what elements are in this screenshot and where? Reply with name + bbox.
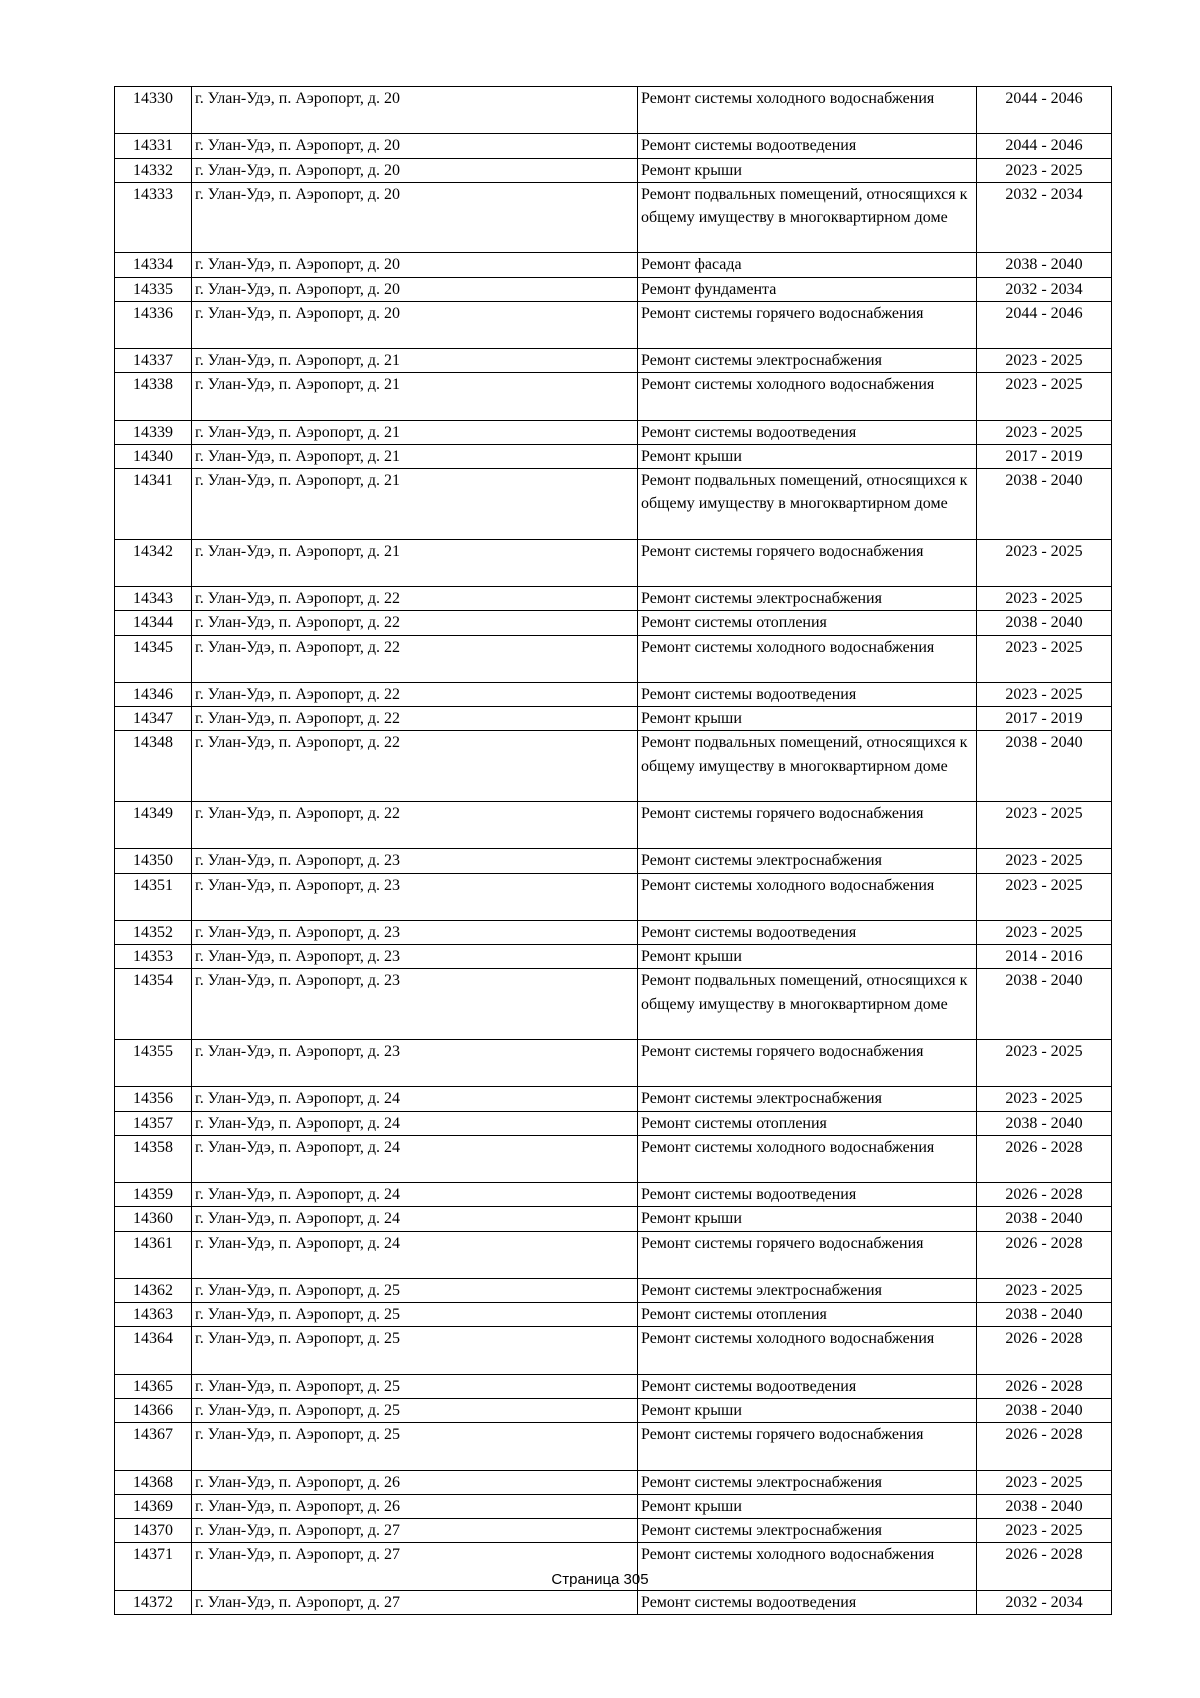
work-type-cell: Ремонт системы отопления [638,1111,977,1135]
period-cell: 2017 - 2019 [977,444,1112,468]
page-number: Страница 305 [551,1571,649,1588]
work-type-cell: Ремонт фасада [638,253,977,277]
period-cell: 2026 - 2028 [977,1135,1112,1182]
work-type-cell: Ремонт системы холодного водоснабжения [638,873,977,920]
row-number-cell: 14366 [115,1398,192,1422]
table-row [115,253,1112,277]
row-number-cell: 14335 [115,277,192,301]
address-cell: г. Улан-Удэ, п. Аэропорт, д. 21 [192,349,638,373]
row-number-cell: 14369 [115,1494,192,1518]
address-cell: г. Улан-Удэ, п. Аэропорт, д. 25 [192,1423,638,1470]
address-cell: г. Улан-Удэ, п. Аэропорт, д. 20 [192,301,638,348]
row-number-cell: 14348 [115,731,192,802]
period-cell: 2038 - 2040 [977,969,1112,1040]
period-cell: 2038 - 2040 [977,1398,1112,1422]
address-cell: г. Улан-Удэ, п. Аэропорт, д. 25 [192,1374,638,1398]
row-number-cell: 14331 [115,134,192,158]
work-type-cell: Ремонт системы отопления [638,1303,977,1327]
work-type-cell: Ремонт подвальных помещений, относящихся к общему имуществу в многоквартирном доме [638,469,977,540]
work-type-cell: Ремонт системы холодного водоснабжения [638,635,977,682]
address-cell: г. Улан-Удэ, п. Аэропорт, д. 25 [192,1327,638,1374]
period-cell: 2023 - 2025 [977,1518,1112,1542]
address-cell: г. Улан-Удэ, п. Аэропорт, д. 24 [192,1087,638,1111]
work-type-cell: Ремонт крыши [638,1398,977,1422]
period-cell: 2023 - 2025 [977,349,1112,373]
period-cell: 2044 - 2046 [977,301,1112,348]
address-cell: г. Улан-Удэ, п. Аэропорт, д. 20 [192,182,638,253]
address-cell: г. Улан-Удэ, п. Аэропорт, д. 23 [192,969,638,1040]
period-cell: 2026 - 2028 [977,1327,1112,1374]
address-cell: г. Улан-Удэ, п. Аэропорт, д. 21 [192,539,638,586]
table-row [115,182,1112,253]
address-cell: г. Улан-Удэ, п. Аэропорт, д. 23 [192,920,638,944]
work-type-cell: Ремонт крыши [638,158,977,182]
address-cell: г. Улан-Удэ, п. Аэропорт, д. 24 [192,1207,638,1231]
row-number-cell: 14362 [115,1278,192,1302]
work-type-cell: Ремонт системы электроснабжения [638,849,977,873]
row-number-cell: 14345 [115,635,192,682]
table-row [115,873,1112,920]
period-cell: 2023 - 2025 [977,849,1112,873]
address-cell: г. Улан-Удэ, п. Аэропорт, д. 23 [192,849,638,873]
work-type-cell: Ремонт системы электроснабжения [638,349,977,373]
repair-schedule-table [114,86,1112,1615]
period-cell: 2044 - 2046 [977,87,1112,134]
address-cell: г. Улан-Удэ, п. Аэропорт, д. 21 [192,420,638,444]
table-row [115,707,1112,731]
row-number-cell: 14352 [115,920,192,944]
work-type-cell: Ремонт крыши [638,945,977,969]
table-row [115,1398,1112,1422]
period-cell: 2023 - 2025 [977,682,1112,706]
period-cell: 2023 - 2025 [977,920,1112,944]
table-row [115,1470,1112,1494]
period-cell: 2038 - 2040 [977,253,1112,277]
table-row [115,87,1112,134]
address-cell: г. Улан-Удэ, п. Аэропорт, д. 22 [192,635,638,682]
period-cell: 2038 - 2040 [977,731,1112,802]
address-cell: г. Улан-Удэ, п. Аэропорт, д. 24 [192,1111,638,1135]
address-cell: г. Улан-Удэ, п. Аэропорт, д. 20 [192,253,638,277]
address-cell: г. Улан-Удэ, п. Аэропорт, д. 21 [192,469,638,540]
table-row [115,969,1112,1040]
address-cell: г. Улан-Удэ, п. Аэропорт, д. 22 [192,682,638,706]
address-cell: г. Улан-Удэ, п. Аэропорт, д. 27 [192,1590,638,1614]
work-type-cell: Ремонт фундамента [638,277,977,301]
period-cell: 2023 - 2025 [977,635,1112,682]
work-type-cell: Ремонт крыши [638,1207,977,1231]
address-cell: г. Улан-Удэ, п. Аэропорт, д. 22 [192,801,638,848]
table-row [115,587,1112,611]
row-number-cell: 14353 [115,945,192,969]
work-type-cell: Ремонт крыши [638,1494,977,1518]
period-cell: 2023 - 2025 [977,158,1112,182]
period-cell: 2044 - 2046 [977,134,1112,158]
row-number-cell: 14332 [115,158,192,182]
period-cell: 2023 - 2025 [977,420,1112,444]
table-row [115,1183,1112,1207]
work-type-cell: Ремонт системы электроснабжения [638,1518,977,1542]
address-cell: г. Улан-Удэ, п. Аэропорт, д. 26 [192,1470,638,1494]
table-row [115,469,1112,540]
period-cell: 2026 - 2028 [977,1423,1112,1470]
address-cell: г. Улан-Удэ, п. Аэропорт, д. 22 [192,707,638,731]
table-row [115,1111,1112,1135]
work-type-cell: Ремонт системы водоотведения [638,420,977,444]
address-cell: г. Улан-Удэ, п. Аэропорт, д. 23 [192,1039,638,1086]
address-cell: г. Улан-Удэ, п. Аэропорт, д. 24 [192,1231,638,1278]
row-number-cell: 14349 [115,801,192,848]
work-type-cell: Ремонт системы водоотведения [638,134,977,158]
period-cell: 2038 - 2040 [977,1494,1112,1518]
table-row [115,134,1112,158]
row-number-cell: 14334 [115,253,192,277]
address-cell: г. Улан-Удэ, п. Аэропорт, д. 22 [192,611,638,635]
row-number-cell: 14343 [115,587,192,611]
table-row [115,1278,1112,1302]
row-number-cell: 14350 [115,849,192,873]
row-number-cell: 14361 [115,1231,192,1278]
work-type-cell: Ремонт системы горячего водоснабжения [638,1039,977,1086]
table-row [115,277,1112,301]
row-number-cell: 14340 [115,444,192,468]
table-row [115,1590,1112,1614]
table-row [115,420,1112,444]
table-row [115,1374,1112,1398]
table-row [115,1039,1112,1086]
work-type-cell: Ремонт системы электроснабжения [638,587,977,611]
work-type-cell: Ремонт крыши [638,444,977,468]
row-number-cell: 14367 [115,1423,192,1470]
period-cell: 2023 - 2025 [977,1278,1112,1302]
period-cell: 2026 - 2028 [977,1183,1112,1207]
row-number-cell: 14336 [115,301,192,348]
period-cell: 2032 - 2034 [977,277,1112,301]
work-type-cell: Ремонт подвальных помещений, относящихся к общему имуществу в многоквартирном доме [638,731,977,802]
period-cell: 2026 - 2028 [977,1231,1112,1278]
work-type-cell: Ремонт системы горячего водоснабжения [638,801,977,848]
row-number-cell: 14364 [115,1327,192,1374]
work-type-cell: Ремонт системы электроснабжения [638,1278,977,1302]
work-type-cell: Ремонт системы водоотведения [638,682,977,706]
period-cell: 2026 - 2028 [977,1543,1112,1590]
table-row [115,920,1112,944]
address-cell: г. Улан-Удэ, п. Аэропорт, д. 26 [192,1494,638,1518]
row-number-cell: 14351 [115,873,192,920]
row-number-cell: 14371 [115,1543,192,1590]
address-cell: г. Улан-Удэ, п. Аэропорт, д. 27 [192,1518,638,1542]
work-type-cell: Ремонт системы холодного водоснабжения [638,1543,977,1590]
table-row [115,849,1112,873]
address-cell: г. Улан-Удэ, п. Аэропорт, д. 23 [192,873,638,920]
table-row [115,1087,1112,1111]
period-cell: 2023 - 2025 [977,587,1112,611]
table-row [115,682,1112,706]
work-type-cell: Ремонт системы водоотведения [638,1374,977,1398]
row-number-cell: 14337 [115,349,192,373]
work-type-cell: Ремонт системы холодного водоснабжения [638,1327,977,1374]
row-number-cell: 14359 [115,1183,192,1207]
row-number-cell: 14347 [115,707,192,731]
row-number-cell: 14344 [115,611,192,635]
work-type-cell: Ремонт системы электроснабжения [638,1087,977,1111]
period-cell: 2023 - 2025 [977,1039,1112,1086]
work-type-cell: Ремонт системы холодного водоснабжения [638,373,977,420]
row-number-cell: 14370 [115,1518,192,1542]
row-number-cell: 14339 [115,420,192,444]
work-type-cell: Ремонт крыши [638,707,977,731]
address-cell: г. Улан-Удэ, п. Аэропорт, д. 21 [192,444,638,468]
address-cell: г. Улан-Удэ, п. Аэропорт, д. 20 [192,87,638,134]
row-number-cell: 14342 [115,539,192,586]
period-cell: 2023 - 2025 [977,801,1112,848]
work-type-cell: Ремонт подвальных помещений, относящихся к общему имуществу в многоквартирном доме [638,182,977,253]
table-row [115,1303,1112,1327]
address-cell: г. Улан-Удэ, п. Аэропорт, д. 24 [192,1183,638,1207]
address-cell: г. Улан-Удэ, п. Аэропорт, д. 21 [192,373,638,420]
period-cell: 2038 - 2040 [977,1111,1112,1135]
period-cell: 2032 - 2034 [977,182,1112,253]
row-number-cell: 14368 [115,1470,192,1494]
address-cell: г. Улан-Удэ, п. Аэропорт, д. 25 [192,1398,638,1422]
row-number-cell: 14372 [115,1590,192,1614]
row-number-cell: 14355 [115,1039,192,1086]
work-type-cell: Ремонт системы водоотведения [638,1590,977,1614]
work-type-cell: Ремонт системы горячего водоснабжения [638,301,977,348]
work-type-cell: Ремонт системы холодного водоснабжения [638,1135,977,1182]
period-cell: 2038 - 2040 [977,611,1112,635]
table-body [115,87,1112,1615]
work-type-cell: Ремонт системы электроснабжения [638,1470,977,1494]
address-cell: г. Улан-Удэ, п. Аэропорт, д. 22 [192,731,638,802]
address-cell: г. Улан-Удэ, п. Аэропорт, д. 25 [192,1303,638,1327]
table-row [115,635,1112,682]
table-row [115,1423,1112,1470]
period-cell: 2038 - 2040 [977,1207,1112,1231]
address-cell: г. Улан-Удэ, п. Аэропорт, д. 24 [192,1135,638,1182]
address-cell: г. Улан-Удэ, п. Аэропорт, д. 25 [192,1278,638,1302]
work-type-cell: Ремонт системы водоотведения [638,920,977,944]
row-number-cell: 14357 [115,1111,192,1135]
table-row [115,349,1112,373]
table-row [115,1494,1112,1518]
table-row [115,801,1112,848]
address-cell: г. Улан-Удэ, п. Аэропорт, д. 20 [192,277,638,301]
row-number-cell: 14356 [115,1087,192,1111]
table-row [115,539,1112,586]
address-cell: г. Улан-Удэ, п. Аэропорт, д. 22 [192,587,638,611]
table-row [115,1135,1112,1182]
period-cell: 2014 - 2016 [977,945,1112,969]
work-type-cell: Ремонт системы горячего водоснабжения [638,1231,977,1278]
address-cell: г. Улан-Удэ, п. Аэропорт, д. 23 [192,945,638,969]
work-type-cell: Ремонт системы отопления [638,611,977,635]
table-row [115,611,1112,635]
period-cell: 2026 - 2028 [977,1374,1112,1398]
table-row [115,1327,1112,1374]
work-type-cell: Ремонт системы горячего водоснабжения [638,539,977,586]
period-cell: 2023 - 2025 [977,1470,1112,1494]
table-row [115,1207,1112,1231]
row-number-cell: 14365 [115,1374,192,1398]
period-cell: 2032 - 2034 [977,1590,1112,1614]
address-cell: г. Улан-Удэ, п. Аэропорт, д. 20 [192,134,638,158]
period-cell: 2038 - 2040 [977,1303,1112,1327]
period-cell: 2038 - 2040 [977,469,1112,540]
row-number-cell: 14358 [115,1135,192,1182]
work-type-cell: Ремонт подвальных помещений, относящихся к общему имуществу в многоквартирном доме [638,969,977,1040]
table-row [115,1518,1112,1542]
table-row [115,158,1112,182]
row-number-cell: 14338 [115,373,192,420]
table-row [115,731,1112,802]
address-cell: г. Улан-Удэ, п. Аэропорт, д. 20 [192,158,638,182]
address-cell: г. Улан-Удэ, п. Аэропорт, д. 27 [192,1543,638,1590]
row-number-cell: 14360 [115,1207,192,1231]
period-cell: 2023 - 2025 [977,539,1112,586]
table-row [115,444,1112,468]
row-number-cell: 14354 [115,969,192,1040]
period-cell: 2023 - 2025 [977,873,1112,920]
row-number-cell: 14333 [115,182,192,253]
period-cell: 2017 - 2019 [977,707,1112,731]
row-number-cell: 14363 [115,1303,192,1327]
table-row [115,301,1112,348]
table-row [115,1231,1112,1278]
period-cell: 2023 - 2025 [977,1087,1112,1111]
work-type-cell: Ремонт системы холодного водоснабжения [638,87,977,134]
work-type-cell: Ремонт системы горячего водоснабжения [638,1423,977,1470]
work-type-cell: Ремонт системы водоотведения [638,1183,977,1207]
row-number-cell: 14346 [115,682,192,706]
period-cell: 2023 - 2025 [977,373,1112,420]
row-number-cell: 14341 [115,469,192,540]
table-row [115,945,1112,969]
row-number-cell: 14330 [115,87,192,134]
table-row [115,373,1112,420]
